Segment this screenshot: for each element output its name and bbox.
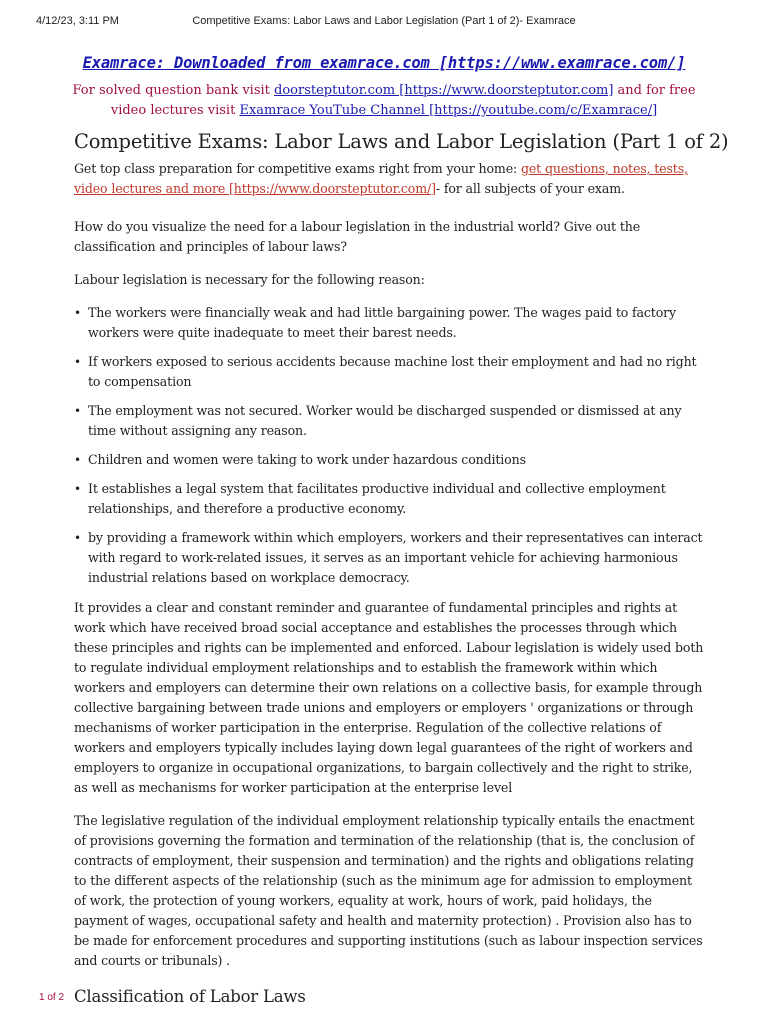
- list-item: [74, 528, 704, 588]
- promo-notice: [60, 81, 708, 121]
- bullet-icon: •: [74, 306, 81, 320]
- list-item: [74, 303, 704, 343]
- list-item-text: If workers exposed to serious accidents because machine lost their employment and had no right to compensation: [88, 354, 697, 389]
- list-item-text: It establishes a legal system that facilitates productive individual and collective employment relationships, and therefore a productive economy.: [88, 481, 666, 516]
- doorsteptutor-link[interactable]: doorsteptutor.com [https://www.doorsteptutor.com]: [274, 83, 614, 98]
- page-number: 1 of 2: [39, 992, 65, 1003]
- intro-paragraph: [74, 159, 704, 199]
- list-item-text: The employment was not secured. Worker would be discharged suspended or dismissed at any time without assigning any reason.: [88, 403, 682, 438]
- print-header: [0, 15, 768, 31]
- promo-text-mid: and for free video lectures visit: [110, 83, 696, 118]
- list-item: [74, 352, 704, 392]
- source-banner-link[interactable]: Examrace: Downloaded from examrace.com [https://www.examrace.com/]: [82, 54, 686, 72]
- intro-text-end: - for all subjects of your exam.: [435, 181, 625, 196]
- print-timestamp: 4/12/23, 3:11 PM: [36, 15, 119, 27]
- article-title: Competitive Exams: Labor Laws and Labor Legislation (Part 1 of 2): [74, 130, 729, 153]
- list-item: [74, 450, 704, 470]
- list-item-text: Children and women were taking to work under hazardous conditions: [88, 452, 526, 467]
- print-page-title: Competitive Exams: Labor Laws and Labor Legislation (Part 1 of 2)- Examrace: [192, 15, 576, 27]
- promo-text-pre: For solved question bank visit: [72, 83, 275, 98]
- bullet-icon: •: [74, 482, 81, 496]
- youtube-channel-link[interactable]: Examrace YouTube Channel [https://youtube.com/c/Examrace/]: [239, 103, 658, 118]
- section-heading: Classification of Labor Laws: [74, 987, 306, 1006]
- list-item: [74, 401, 704, 441]
- article-body: [74, 159, 704, 1006]
- body-paragraph-2: The legislative regulation of the individual employment relationship typically entails the enactment of provisions governing the formation and termination of the relationship (that is, the conclusion of contracts of employment, their suspension and termination) and the rights and obligations relating to the different aspects of the relationship (such as the minimum age for admission to employment of work, the protection of young workers, equality at work, hours of work, paid holidays, the payment of wages, occupational safety and health and maternity protection) . Provision also has to be made for enforcement procedures and supporting institutions (such as labour inspection services and courts or tribunals) .: [74, 813, 703, 968]
- list-item: [74, 479, 704, 519]
- bullet-icon: •: [74, 531, 81, 545]
- bullet-icon: •: [74, 404, 81, 418]
- intro-link[interactable]: get questions, notes, tests, video lectures and more [https://www.doorsteptutor.com/]: [74, 161, 688, 196]
- source-banner: [0, 54, 768, 72]
- intro-text: Get top class preparation for competitive exams right from your home:: [74, 161, 521, 176]
- question-paragraph: How do you visualize the need for a labour legislation in the industrial world? Give out the classification and principles of labour laws?: [74, 219, 640, 254]
- lead-paragraph: Labour legislation is necessary for the following reason:: [74, 272, 425, 287]
- list-item-text: The workers were financially weak and had little bargaining power. The wages paid to factory workers were quite inadequate to meet their barest needs.: [88, 305, 676, 340]
- list-item-text: by providing a framework within which employers, workers and their representatives can interact with regard to work-related issues, it serves as an important vehicle for achieving harmonious industrial relations based on workplace democracy.: [88, 530, 703, 585]
- reasons-list: [74, 303, 704, 588]
- bullet-icon: •: [74, 355, 81, 369]
- bullet-icon: •: [74, 453, 81, 467]
- body-paragraph-1: It provides a clear and constant reminder and guarantee of fundamental principles and rights at work which have received broad social acceptance and establishes the processes through which these principles and rights can be implemented and enforced. Labour legislation is widely used both to regulate individual employment relationships and to establish the framework within which workers and employers can determine their own relations on a collective basis, for example through collective bargaining between trade unions and employers or employers ' organizations or through mechanisms of worker participation in the enterprise. Regulation of the collective relations of workers and employers typically includes laying down legal guarantees of the right of workers and employers to organize in occupational organizations, to bargain collectively and the right to strike, as well as mechanisms for worker participation at the enterprise level: [74, 600, 704, 795]
